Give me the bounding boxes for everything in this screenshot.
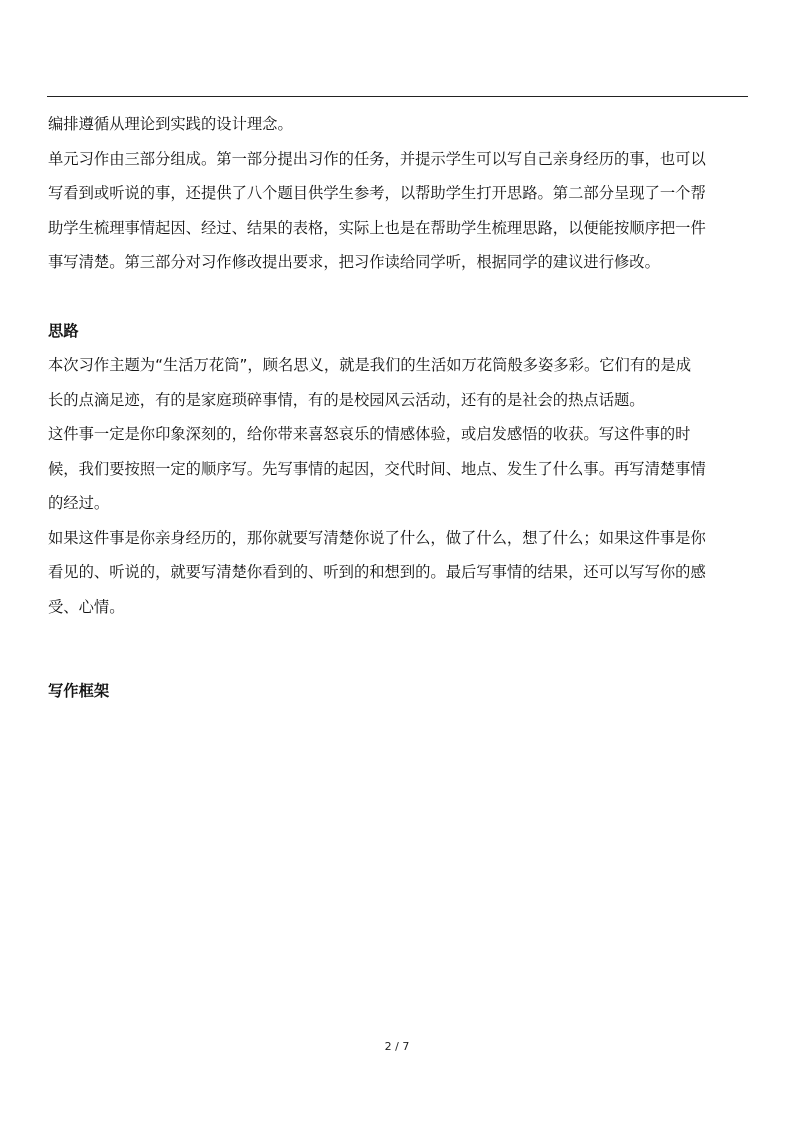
thinking-paragraph-3 [48,521,748,625]
text-line: 写看到或听说的事，还提供了八个题目供学生参考，以帮助学生打开思路。第二部分呈现了一个帮 [48,184,706,202]
text-line: 这件事一定是你印象深刻的，给你带来喜怒哀乐的情感体验，或启发感悟的收获。写这件事的时 [48,425,691,443]
text-line: 长的点滴足迹，有的是家庭琐碎事情，有的是校园风云活动，还有的是社会的热点话题。 [48,390,645,409]
spacer [48,624,748,674]
thinking-paragraph-1 [48,348,748,417]
text-line: 的经过。 [48,494,110,512]
spacer [48,280,748,314]
text-line: 本次习作主题为“生活万花筒”，顾名思义，就是我们的生活如万花筒般多姿多彩。它们有的是成 [48,356,692,374]
intro-paragraph [48,107,748,142]
text-line: 事写清楚。第三部分对习作修改提出要求，把习作读给同学听，根据同学的建议进行修改。 [48,253,660,271]
thinking-paragraph-2 [48,417,748,521]
header-divider [47,96,748,97]
text-line: 候，我们要按照一定的顺序写。先写事情的起因，交代时间、地点、发生了什么事。再写清楚事情 [48,459,706,478]
text-line: 助学生梳理事情起因、经过、结果的表格，实际上也是在帮助学生梳理思路，以便能按顺序把一件 [48,218,706,237]
section-heading-framework: 写作框架 [48,682,110,700]
unit-composition-paragraph [48,142,748,280]
section-heading-thinking: 思路 [48,321,79,340]
text-line: 单元习作由三部分组成。第一部分提出习作的任务，并提示学生可以写自己亲身经历的事，也可以 [48,149,706,168]
text-line: 如果这件事是你亲身经历的，那你就要写清楚你说了什么，做了什么，想了什么；如果这件事是你 [48,528,706,547]
text-line: 看见的、听说的，就要写清楚你看到的、听到的和想到的。最后写事情的结果，还可以写写你的感 [48,563,706,581]
document-body [48,107,748,709]
text-line: 受、心情。 [48,597,125,616]
page-number: 2 / 7 [384,1040,410,1053]
text-line: 编排遵循从理论到实践的设计理念。 [48,115,293,133]
